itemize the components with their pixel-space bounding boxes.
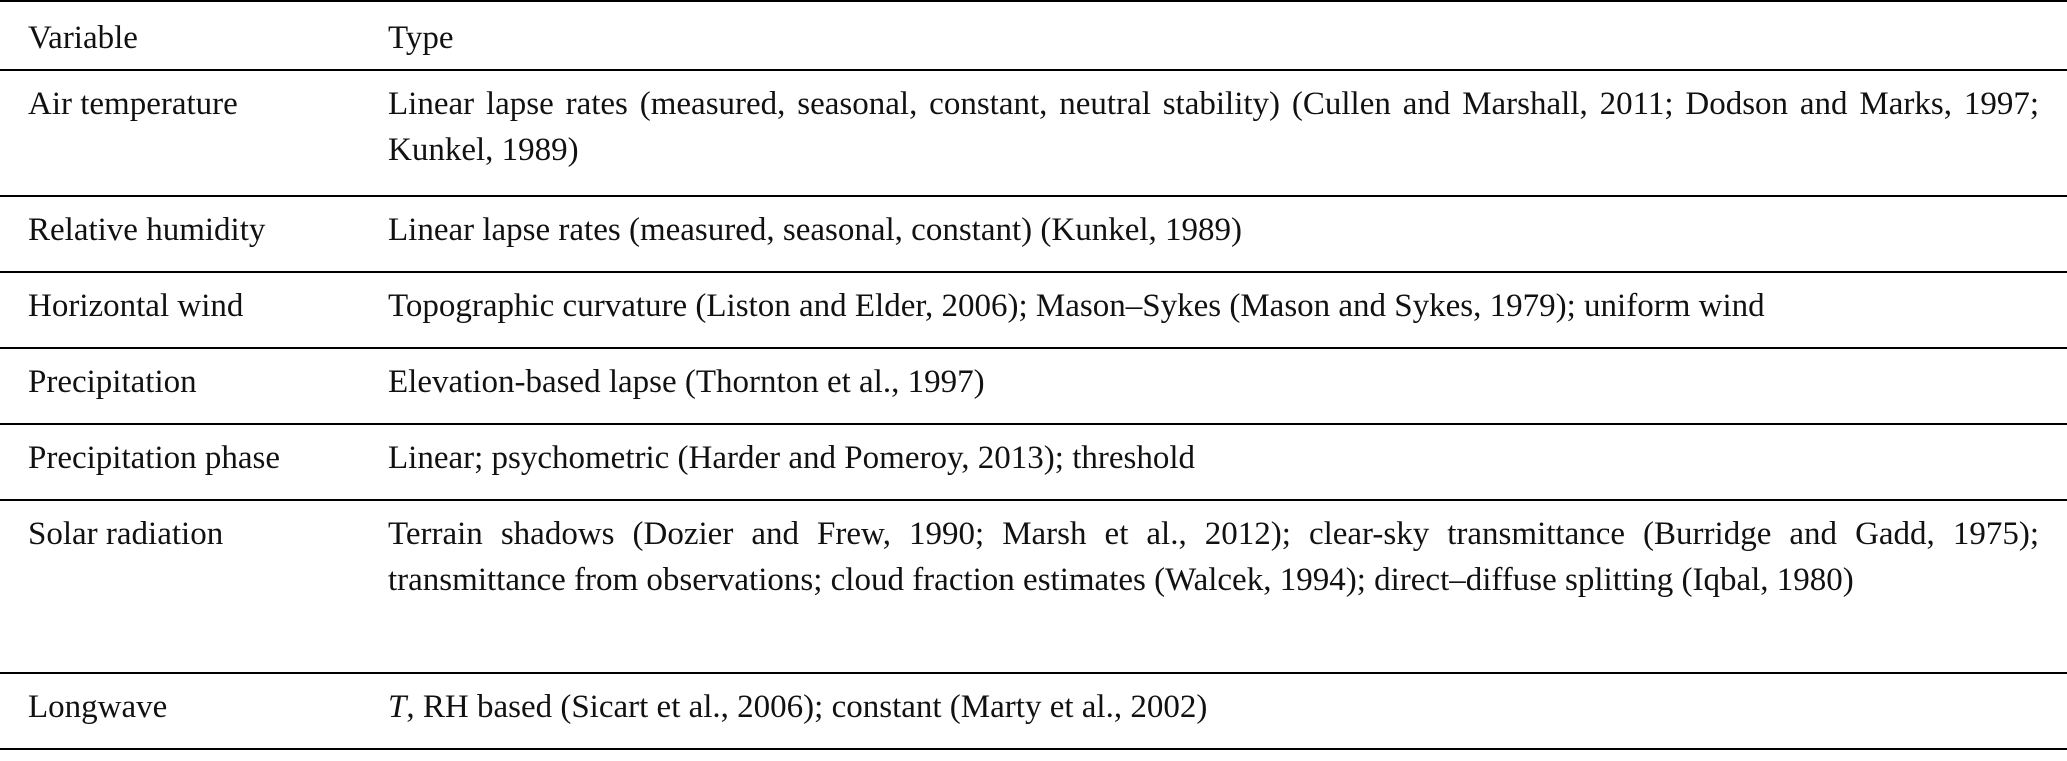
cell-variable: Longwave (0, 673, 385, 749)
header-type: Type (385, 1, 2067, 70)
cell-type: Topographic curvature (Liston and Elder, 2006); Mason–Sykes (Mason and Sykes, 1979); uniform wind (385, 272, 2067, 348)
cell-type-text: , RH based (Sicart et al., 2006); constant (Marty et al., 2002) (406, 689, 1208, 725)
table-row (0, 70, 2067, 196)
cell-type: Linear; psychometric (Harder and Pomeroy, 2013); threshold (385, 424, 2067, 500)
cell-type: Elevation-based lapse (Thornton et al., 1997) (385, 348, 2067, 424)
cell-type: Linear lapse rates (measured, seasonal, constant) (Kunkel, 1989) (385, 196, 2067, 272)
cell-variable: Precipitation (0, 348, 385, 424)
table-row (0, 673, 2067, 749)
temperature-symbol: T (388, 689, 407, 725)
table-row (0, 196, 2067, 272)
table-row (0, 424, 2067, 500)
table-row (0, 348, 2067, 424)
cell-type: Linear lapse rates (measured, seasonal, constant, neutral stability) (Cullen and Marshall, 2011; Dodson and Marks, 1997; Kunkel, 1989) (385, 70, 2067, 196)
cell-variable: Precipitation phase (0, 424, 385, 500)
cell-type: Terrain shadows (Dozier and Frew, 1990; Marsh et al., 2012); clear-sky transmittance (Burridge and Gadd, 1975); transmittance from observations; cloud fraction estimates (Walcek, 1994); direct–diffuse splitting (Iqbal, 1980) (385, 500, 2067, 673)
header-variable: Variable (0, 1, 385, 70)
cell-variable: Horizontal wind (0, 272, 385, 348)
cell-variable: Air temperature (0, 70, 385, 196)
cell-variable: Solar radiation (0, 500, 385, 673)
table-row (0, 500, 2067, 673)
cell-variable: Relative humidity (0, 196, 385, 272)
table-header-row (0, 1, 2067, 70)
table-row (0, 272, 2067, 348)
cell-type (385, 673, 2067, 749)
